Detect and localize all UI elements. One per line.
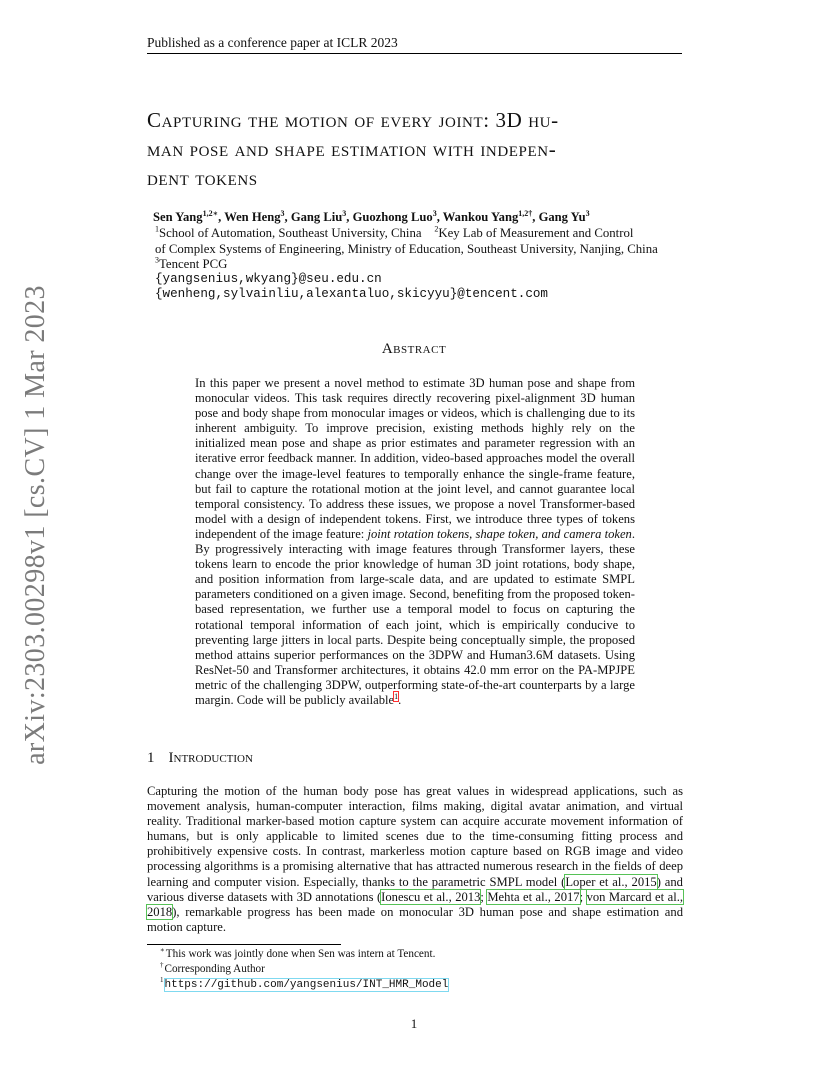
arxiv-sidebar [8,285,64,765]
section-number: 1 [147,750,155,766]
affiliation-line-1 [155,226,633,241]
repository-link[interactable]: https://github.com/yangsenius/INT_HMR_Model [164,979,449,991]
author-name: Wankou Yang [442,210,519,224]
header-rule [147,53,682,54]
citation-link[interactable]: Mehta et al., 2017 [487,889,580,904]
abstract-text: . [398,692,402,707]
paper-title [147,106,707,193]
footnote-rule [147,944,341,945]
intro-text: ), remarkable progress has been made on monocular 3D human pose and shape estimation and motion capture. [147,904,683,934]
title-line-1: Capturing the motion of every joint: 3D hu- [147,108,559,132]
affiliation-line-2: of Complex Systems of Engineering, Ministry of Education, Southeast University, Nanjing, China [155,242,658,256]
affiliation-text: Tencent PCG [159,257,228,271]
abstract-paragraph [195,376,635,708]
arxiv-identifier: arXiv:2303.00298v1 [cs.CV] 1 Mar 2023 [20,285,51,765]
footnote-text: Corresponding Author [164,963,265,975]
affil-sup: 1 [155,224,159,234]
affiliation-text: Key Lab of Measurement and Control [438,226,634,240]
title-line-3: dent tokens [147,166,258,190]
intro-text: ; [480,889,488,904]
author-name: Guozhong Luo [352,210,433,224]
section-title: Introduction [168,750,253,766]
citation-link[interactable]: Loper et al., 2015 [565,874,657,889]
footnote-mark: † [160,961,164,969]
author-list: Sen Yang$^{1,2∗}$, Wen Heng$^3$, Gang Liu$^3$, Guozhong Luo$^3$, Wankou Yang$^{1,2\dagger}$, Gang Yu$^3$ [153,208,590,224]
affil-sup: 2 [434,224,439,234]
intro-text: Capturing the motion of the human body pose has great values in widespread applications, such as movement analysis, human-computer interaction, films making, digital avatar animation, and virtual reality. Traditional marker-based motion capture system can acquire accurate movement information of humans, but is only applicable to limited scenes due to the time-consuming fitting process and prohibitively expensive costs. In contrast, markerless motion capture based on RGB image and video processing algorithms is a promising alternative that has attracted numerous research in the fields of deep learning and computer vision. Especially, thanks to the parametric SMPL model ( [147,784,683,889]
section-heading [147,750,253,767]
footnote-mark: 1 [160,976,164,984]
abstract-text: In this paper we present a novel method to estimate 3D human pose and shape from monocular videos. This task requires directly recovering pixel-alignment 3D human pose and body shape from monocular images or videos, which is challenging due to its inherent ambiguity. To improve precision, existing methods highly rely on the initialized mean pose and shape as prior estimates and parameter regression with an iterative error feedback manner. In addition, video-based approaches model the overall change over the image-level features to temporally enhance the single-frame feature, but fail to capture the rotational motion at the joint level, and cannot guarantee local temporal consistency. To address these issues, we propose a novel Transformer-based model with a design of independent tokens. First, we introduce three types of tokens independent of the image feature: [195,376,635,541]
running-header: Published as a conference paper at ICLR 2023 [147,35,398,50]
footnote-mark: ∗ [160,946,165,954]
page-number: 1 [410,1016,418,1031]
citation-link[interactable]: Ionescu et al., 2013 [381,889,481,904]
citation-link[interactable]: von Marcard et al., 2018 [147,889,683,919]
footnote-link[interactable]: 1 [394,691,399,701]
abstract-body [195,376,635,708]
footnote-text: This work was jointly done when Sen was intern at Tencent. [165,948,436,960]
title-line-2: man pose and shape estimation with indepen- [147,137,557,161]
author-name: Sen Yang [153,210,203,224]
footnote-mark: † [528,208,533,218]
author-affil-sup: 3 [585,208,590,218]
intro-body [147,784,683,935]
abstract-italic-text: joint rotation tokens, shape token, and camera token [367,526,632,541]
intro-paragraph [147,784,683,935]
affiliation-line-3 [155,257,227,272]
email-line-1: {yangsenius,wkyang}@seu.edu.cn [155,272,382,286]
abstract-heading: Abstract [381,341,447,357]
author-affil-sup: 3 [280,208,285,218]
author-affil-sup: 3 [432,208,437,218]
email-line-2: {wenheng,sylvainliu,alexantaluo,skicyyu}@tencent.com [155,287,548,301]
author-name: Gang Yu [538,210,586,224]
author-affil-sup: 3 [342,208,347,218]
footnote-mark: ∗ [212,208,219,218]
affiliation-text: School of Automation, Southeast University, China [159,226,422,240]
affil-sup: 3 [155,255,159,265]
footnote-1 [160,948,435,960]
author-name: Gang Liu [290,210,343,224]
author-name: Wen Heng [224,210,281,224]
abstract-text: . By progressively interacting with image features through Transformer layers, these tokens learn to encode the prior knowledge of human 3D joint rotations, body shape, and position information from large-scale data, and are updated to estimate SMPL parameters conditioned on a given image. Second, benefiting from the proposed token-based representation, we further use a temporal model to focus on capturing the rotational temporal information of each joint, which is empirically conducive to preventing large jitters in local parts. Despite being conceptually simple, the proposed method attains superior performances on the 3DPW and Human3.6M datasets. Using ResNet-50 and Transformer architectures, it obtains 42.0 mm error on the PA-MPJPE metric of the challenging 3DPW, outperforming state-of-the-art counterparts by a large margin. Code will be publicly available [195,526,635,707]
footnote-2 [160,963,265,975]
footnote-3 [160,978,448,991]
author-affil-sup: 1,2 [202,208,213,218]
intro-text: ) and various diverse datasets with 3D annotations ( [147,874,683,904]
intro-text: ; [579,889,587,904]
author-affil-sup: 1,2 [518,208,529,218]
